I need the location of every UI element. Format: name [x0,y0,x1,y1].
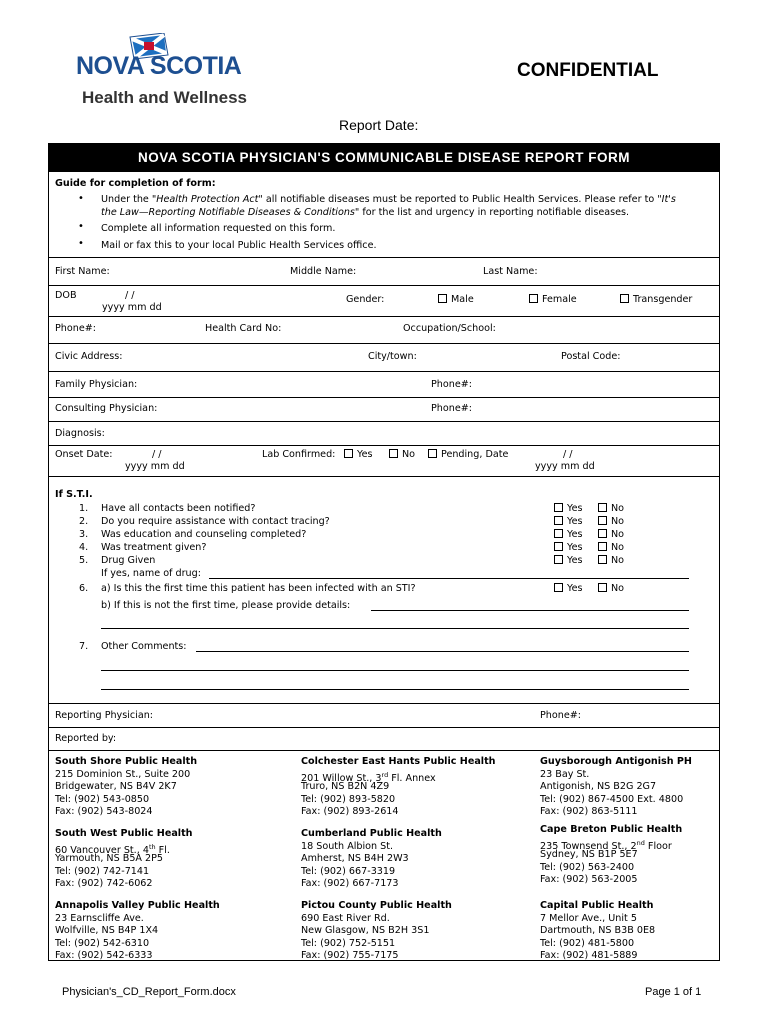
guide-bullet-2: Complete all information requested on this form. [101,223,336,234]
drug-name-line[interactable] [209,578,689,579]
gender-label: Gender: [346,294,385,305]
q6-no[interactable]: No [598,583,624,595]
office-detail: 7 Mellor Ave., Unit 5 [540,912,637,924]
last-name-field[interactable]: Last Name: [483,266,538,277]
office-detail: 235 Townsend St., 2nd Floor [540,838,672,852]
checkbox[interactable] [344,449,353,458]
office-name: Annapolis Valley Public Health [55,900,220,911]
bullet: • [78,238,84,249]
checkbox[interactable] [554,503,563,512]
item-number: 6. [79,583,89,594]
details-line[interactable] [371,610,689,611]
onset-date-field[interactable]: Onset Date: [55,449,113,460]
office-name: South Shore Public Health [55,756,198,767]
office-name: Pictou County Public Health [301,900,452,911]
family-physician-phone[interactable]: Phone#: [431,379,472,390]
office-name: Colchester East Hants Public Health [301,756,496,767]
office-detail: Sydney, NS B1P 5E7 [540,849,638,860]
office-detail: New Glasgow, NS B2H 3S1 [301,925,430,936]
consulting-physician-field[interactable]: Consulting Physician: [55,403,158,414]
office-detail: Tel: (902) 542-6310 [55,937,150,949]
office-detail: Truro, NS B2N 4Z9 [301,781,390,792]
q6-yes[interactable]: Yes [554,583,583,595]
q3-no[interactable]: No [598,529,624,541]
q2-yes[interactable]: Yes [554,516,583,528]
q1-yes[interactable]: Yes [554,503,583,515]
sti-q2: Do you require assistance with contact tracing? [101,516,330,527]
sti-heading: If S.T.I. [55,489,93,500]
office-detail: 23 Bay St. [540,768,590,780]
guide-bullet-3: Mail or fax this to your local Public Health Services office. [101,240,377,251]
checkbox[interactable] [598,583,607,592]
office-name: Cumberland Public Health [301,828,442,839]
postal-code-field[interactable]: Postal Code: [561,351,621,362]
sti-q3: Was education and counseling completed? [101,529,307,540]
q4-yes[interactable]: Yes [554,542,583,554]
sti-q5: Drug Given [101,555,156,566]
reported-by-field[interactable]: Reported by: [55,733,117,744]
pending-format: yyyy mm dd [535,461,595,472]
pending-slashes: / / [563,449,573,460]
lab-confirmed-label: Lab Confirmed: [262,449,336,460]
office-detail: Fax: (902) 542-6333 [55,950,153,961]
footer-page-number: Page 1 of 1 [645,986,702,998]
checkbox[interactable] [428,449,437,458]
office-detail: Tel: (902) 481-5800 [540,937,635,949]
checkbox[interactable] [554,542,563,551]
sti-q6b: b) If this is not the first time, please provide details: [101,600,351,611]
city-field[interactable]: City/town: [368,351,417,362]
q5-no[interactable]: No [598,555,624,567]
checkbox[interactable] [554,583,563,592]
office-detail: Fax: (902) 543-8024 [55,806,153,817]
guide-bullet-1-cont: the Law—Reporting Notifiable Diseases & Conditions" for the list and urgency in reporting notifiable diseases. [101,207,630,218]
civic-address-field[interactable]: Civic Address: [55,351,123,362]
office-detail: Tel: (902) 893-5820 [301,793,396,805]
q2-no[interactable]: No [598,516,624,528]
comments-line[interactable] [196,651,689,652]
form-title: NOVA SCOTIA PHYSICIAN'S COMMUNICABLE DISEASE REPORT FORM [48,143,720,172]
reporting-physician-field[interactable]: Reporting Physician: [55,710,154,721]
onset-format: yyyy mm dd [125,461,185,472]
item-number: 1. [79,503,89,514]
checkbox[interactable] [554,555,563,564]
office-detail: Fax: (902) 893-2614 [301,806,399,817]
item-number: 5. [79,555,89,566]
gender-female[interactable]: Female [529,294,577,306]
consulting-physician-phone[interactable]: Phone#: [431,403,472,414]
family-physician-field[interactable]: Family Physician: [55,379,138,390]
office-detail: Yarmouth, NS B5A 2P5 [55,853,164,864]
dob-format: yyyy mm dd [102,302,162,313]
item-number: 7. [79,641,89,652]
report-date-label: Report Date: [339,117,419,133]
sti-q6a: a) Is this the first time this patient has been infected with an STI? [101,583,416,594]
dob-field[interactable]: DOB [55,290,77,301]
office-name: South West Public Health [55,828,193,839]
office-detail: Antigonish, NS B2G 2G7 [540,781,657,792]
item-number: 4. [79,542,89,553]
office-detail: Tel: (902) 752-5151 [301,937,396,949]
onset-slashes: / / [152,449,162,460]
lab-pending[interactable]: Pending, Date [428,449,508,461]
checkbox[interactable] [389,449,398,458]
office-name: Guysborough Antigonish PH [540,756,692,767]
confidential-label: CONFIDENTIAL [517,60,659,81]
office-detail: Fax: (902) 667-7173 [301,878,399,889]
gender-male[interactable]: Male [438,294,474,306]
q5-yes[interactable]: Yes [554,555,583,567]
checkbox[interactable] [554,529,563,538]
guide-bullet-1: Under the "Health Protection Act" all notifiable diseases must be reported to Public Health Services. Please refer to "It's [101,194,676,205]
gender-transgender[interactable]: Transgender [620,294,692,306]
office-detail: Wolfville, NS B4P 1X4 [55,925,159,936]
guide-heading: Guide for completion of form: [55,178,216,189]
checkbox[interactable] [598,503,607,512]
checkbox[interactable] [598,542,607,551]
office-detail: Fax: (902) 742-6062 [55,878,153,889]
bullet: • [78,221,84,232]
checkbox[interactable] [554,516,563,525]
office-detail: 690 East River Rd. [301,912,390,924]
comments-line[interactable] [101,670,689,671]
sti-q5-drug: If yes, name of drug: [101,568,201,579]
diagnosis-field[interactable]: Diagnosis: [55,428,105,439]
lab-no[interactable]: No [389,449,415,461]
phone-field[interactable]: Phone#: [55,323,96,334]
q3-yes[interactable]: Yes [554,529,583,541]
dob-slashes: / / [125,290,135,301]
bullet: • [78,193,84,204]
office-detail: Fax: (902) 863-5111 [540,806,638,817]
reporting-phone-field[interactable]: Phone#: [540,710,581,721]
q1-no[interactable]: No [598,503,624,515]
office-detail: Tel: (902) 667-3319 [301,865,396,877]
office-detail: 18 South Albion St. [301,840,394,852]
footer-filename: Physician's_CD_Report_Form.docx [62,986,236,998]
office-detail: Dartmouth, NS B3B 0E8 [540,925,656,936]
office-detail: Fax: (902) 755-7175 [301,950,399,961]
office-name: Capital Public Health [540,900,654,911]
office-detail: 23 Earnscliffe Ave. [55,912,144,924]
middle-name-field[interactable]: Middle Name: [290,266,357,277]
logo-wordmark: NOVA SCOTIA [76,52,242,80]
office-detail: Fax: (902) 563-2005 [540,874,638,885]
occupation-field[interactable]: Occupation/School: [403,323,496,334]
logo-subtitle: Health and Wellness [82,88,248,107]
item-number: 2. [79,516,89,527]
office-detail: Tel: (902) 563-2400 [540,861,635,873]
office-detail: 60 Vancouver St., 4th Fl. [55,842,170,856]
health-card-field[interactable]: Health Card No: [205,323,282,334]
sti-q4: Was treatment given? [101,542,207,553]
lab-yes[interactable]: Yes [344,449,373,461]
checkbox[interactable] [620,294,629,303]
office-detail: Tel: (902) 742-7141 [55,865,150,877]
checkbox[interactable] [598,529,607,538]
first-name-field[interactable]: First Name: [55,266,110,277]
checkbox[interactable] [529,294,538,303]
checkbox[interactable] [598,555,607,564]
checkbox[interactable] [438,294,447,303]
office-detail: Bridgewater, NS B4V 2K7 [55,781,177,792]
office-detail: 201 Willow St., 3rd Fl. Annex [301,770,436,784]
checkbox[interactable] [598,516,607,525]
comments-line[interactable] [101,689,689,690]
office-detail: Amherst, NS B4H 2W3 [301,853,409,864]
office-detail: 215 Dominion St., Suite 200 [55,768,191,780]
office-detail: Tel: (902) 543-0850 [55,793,150,805]
office-name: Cape Breton Public Health [540,824,683,835]
sti-q1: Have all contacts been notified? [101,503,256,514]
q4-no[interactable]: No [598,542,624,554]
office-detail: Fax: (902) 481-5889 [540,950,638,961]
sti-q7: Other Comments: [101,641,187,652]
details-line[interactable] [101,628,689,629]
item-number: 3. [79,529,89,540]
office-detail: Tel: (902) 867-4500 Ext. 4800 [540,793,684,805]
